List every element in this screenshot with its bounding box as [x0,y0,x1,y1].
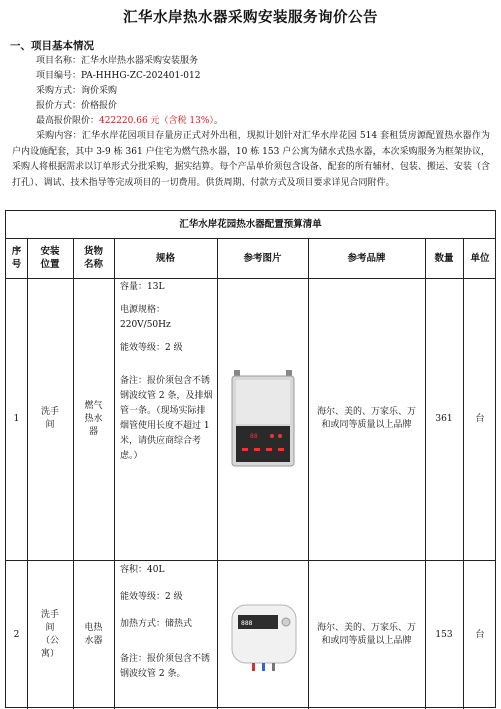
header-no: 序号 [11,246,22,270]
gas-water-heater-image [228,370,298,470]
row-spec: 容积：40L 能效等级：2 级 加热方式：储热式 备注：报价须包含不锈钢波纹管 2 条。 [120,565,211,679]
page-title: 汇华水岸热水器采购安装服务询价公告 [123,10,378,26]
row-no: 2 [13,629,20,640]
row-item: 燃气热水器 [84,400,103,437]
table-row [6,561,495,709]
header-qty: 数量 [434,252,454,264]
row-item: 电热水器 [84,623,103,646]
budget-table [5,210,496,708]
max-price-label: 最高报价限价： [36,116,100,126]
row-brand: 海尔、美的、万家乐、万和或同等质量以上品牌 [316,623,416,646]
table-row [6,278,495,561]
svg-text:888: 888 [241,620,253,627]
row-unit: 台 [475,413,485,424]
max-price-suffix: 。 [213,116,223,126]
project-name: 项目名称：汇华水岸热水器采购安装服务 [36,56,199,66]
row-unit: 台 [475,629,485,640]
max-price-value: 422220.66 元（含税 13%） [99,116,214,126]
table-caption: 汇华水岸花园热水器配置预算清单 [6,211,495,239]
procurement-content: 采购内容：汇华水岸花园项目存量房正式对外出租，现拟计划针对汇华水岸花园 514 套租赁房源配置热水器作为户内设施配套，其中 3-9 栋 361 户住宅为燃气热水器，10 栋 153 户公寓为储水式热水器，本次采购服务为框架协议，采购人将根据需求以订单形式分批采购，据实结算。每个产品单价须包含设备、配套的所有辅材、包装、搬运、安装（含打孔）、调试、技术指导等完成项目的一切费用。供货周期、付款方式及项目要求详见合同附件。 [12,131,490,188]
header-location: 安装位置 [40,246,60,270]
svg-text:88: 88 [250,433,258,440]
header-unit: 单位 [470,252,490,264]
row-qty: 153 [435,629,453,640]
table-header [6,238,495,279]
header-spec: 规格 [155,252,175,264]
quote-method: 报价方式：价格报价 [36,101,118,111]
row-no: 1 [13,413,20,424]
section-heading: 一、项目基本情况 [10,40,94,52]
procurement-method: 采购方式：询价采购 [36,86,118,96]
project-number: 项目编号：PA-HHHG-ZC-202401-012 [36,71,201,81]
row-qty: 361 [435,413,453,424]
max-price-line [36,114,223,129]
header-item: 货物名称 [83,246,103,270]
electric-water-heater-image [228,601,300,673]
row-location: 洗手间 [40,407,59,430]
row-brand: 海尔、美的、万家乐、万和或同等质量以上品牌 [316,407,416,430]
row-location: 洗手间（公寓） [40,610,59,659]
row-spec: 容量：13L 电源规格：220V/50Hz 能效等级：2 级 备注：报价须包含不锈钢波纹管 2 条，及排烟管一条。（现场实际排烟管使用长度不超过 1 米，请供应商综合考虑。） [120,282,213,461]
header-image: 参考图片 [243,252,282,264]
header-brand: 参考品牌 [347,252,386,264]
